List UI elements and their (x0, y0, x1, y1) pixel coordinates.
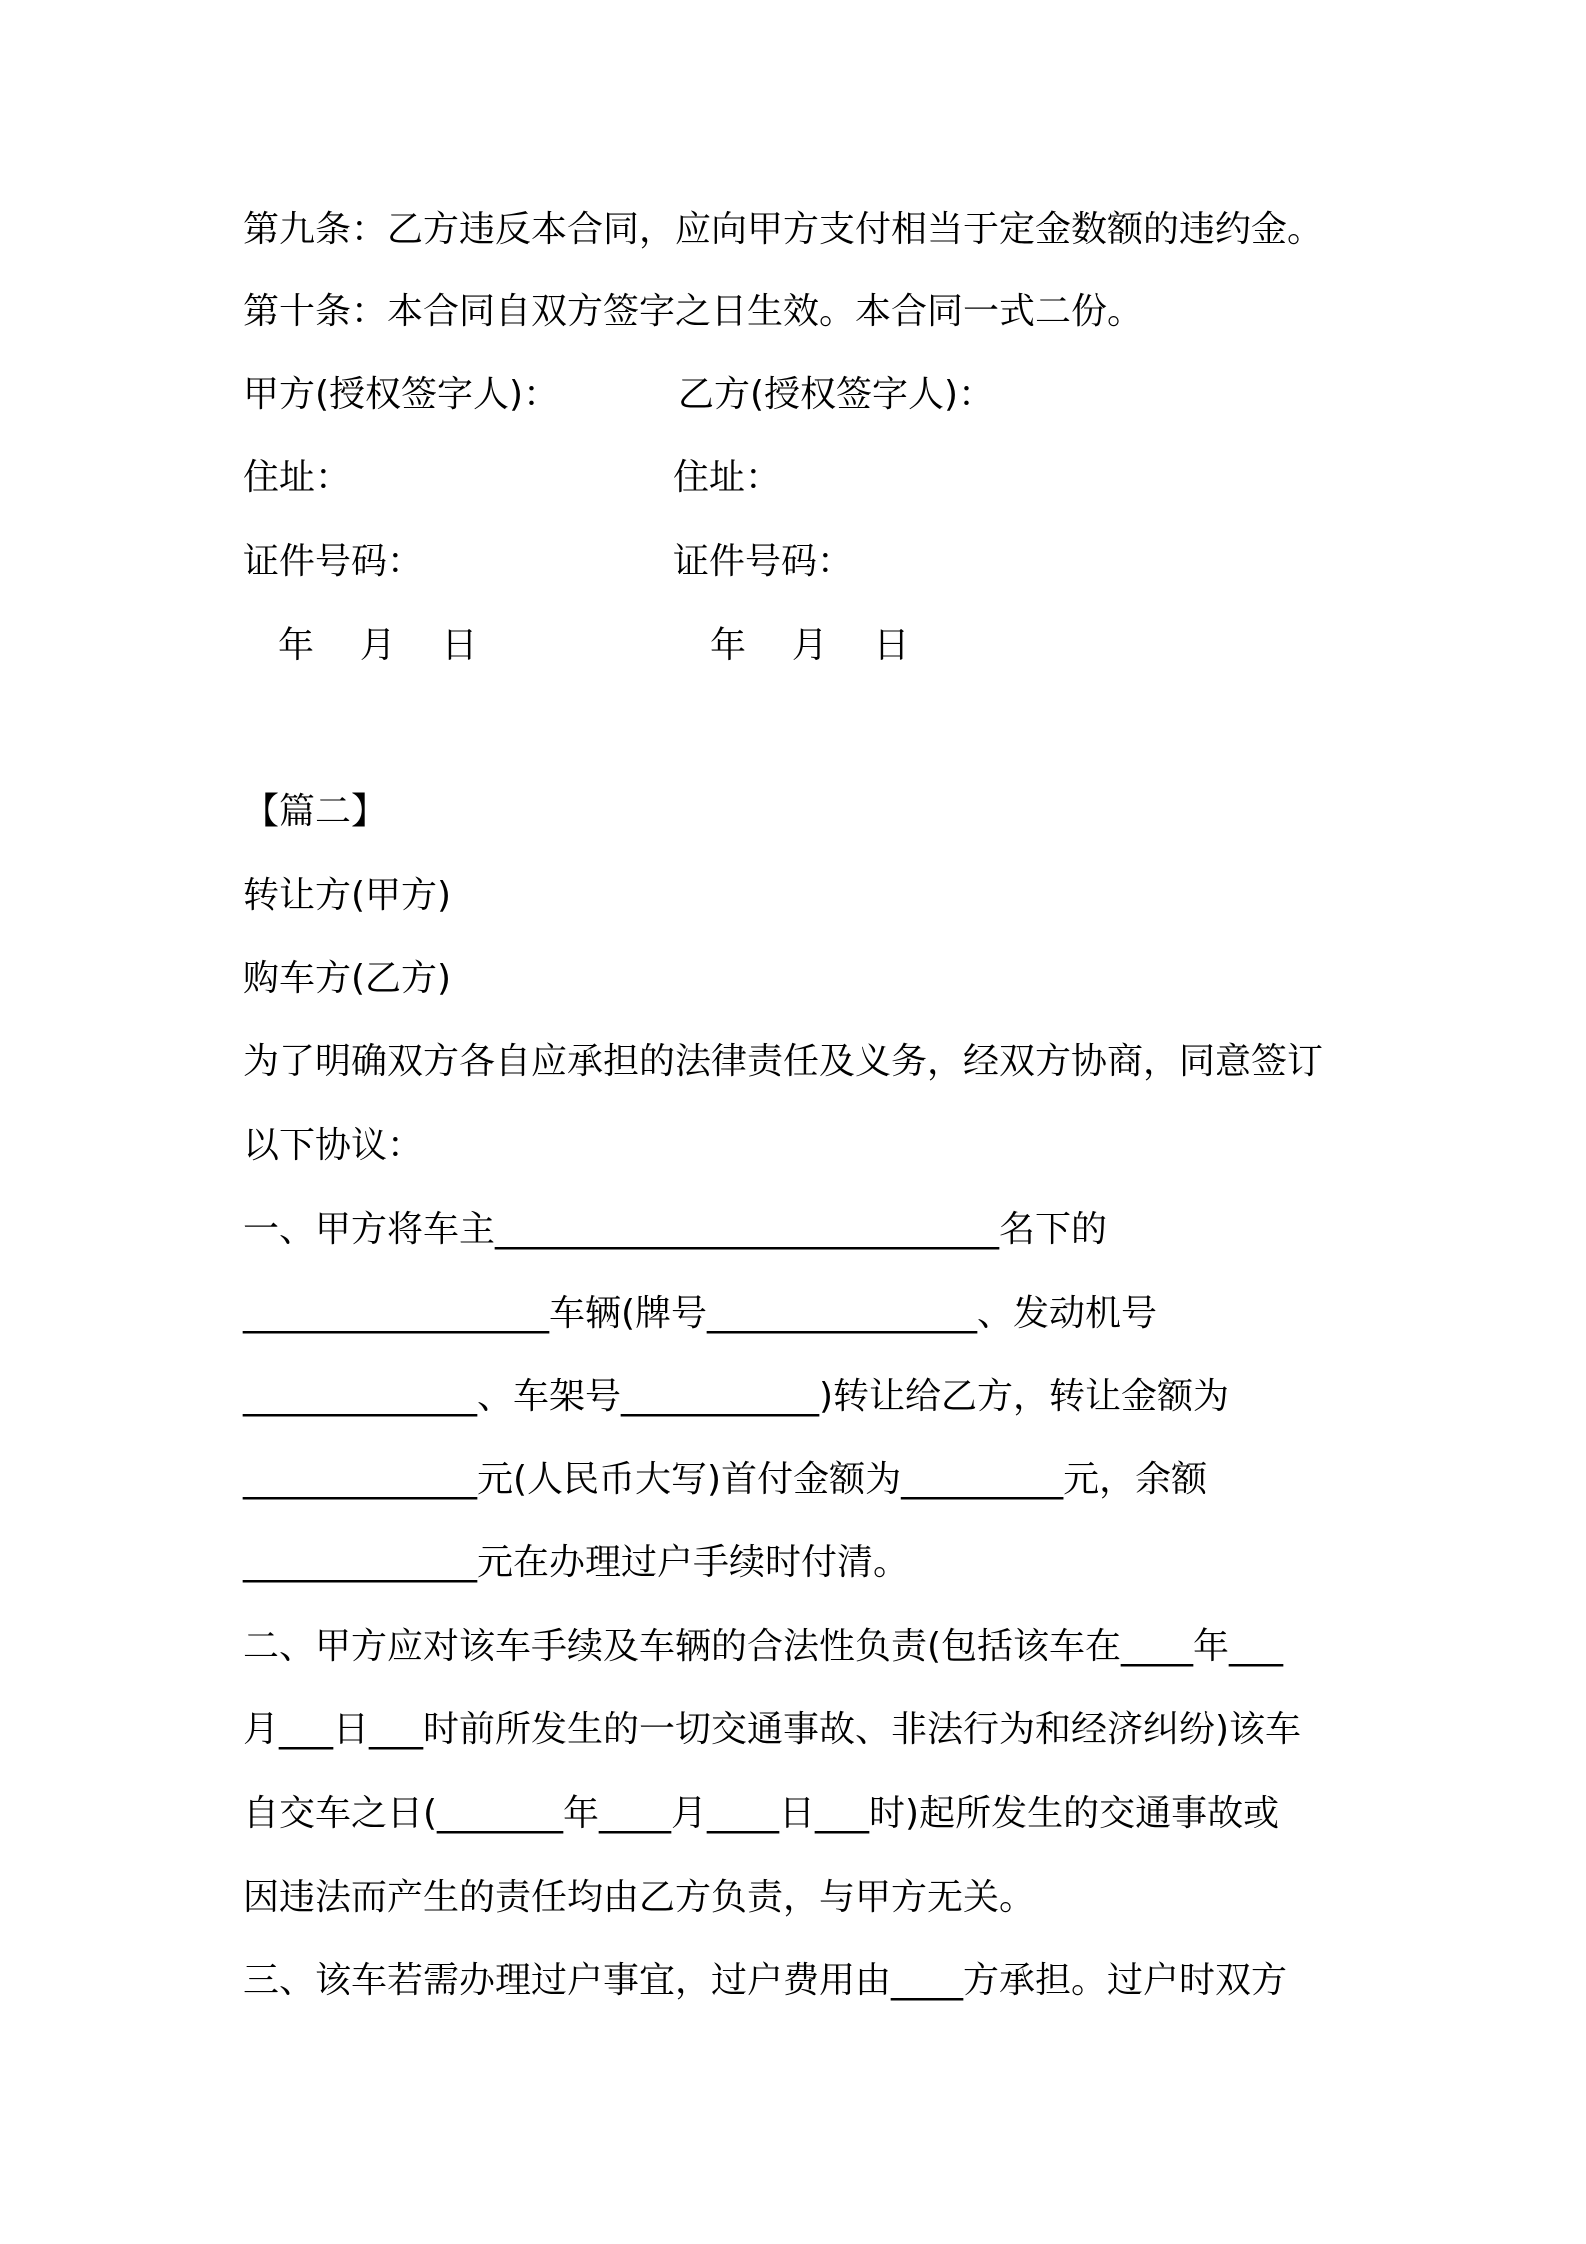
party-b-id-label: 证件号码： (673, 541, 854, 582)
intro-line-2: 以下协议： (243, 1125, 424, 1166)
transferor-label: 转让方(甲方) (243, 875, 452, 916)
clause-one-line-4: _____________元(人民币大写)首付金额为_________元，余额 (243, 1459, 1208, 1500)
party-a-date: 年 月 日 (278, 625, 478, 666)
clause-one-line-2: _________________车辆(牌号_______________、发动机号 (243, 1293, 1158, 1334)
article-nine: 第九条：乙方违反本合同，应向甲方支付相当于定金数额的违约金。 (243, 209, 1324, 250)
party-a-id-label: 证件号码： (243, 541, 424, 582)
intro-line-1: 为了明确双方各自应承担的法律责任及义务，经双方协商，同意签订 (243, 1041, 1324, 1082)
clause-one-line-1: 一、甲方将车主____________________________名下的 (243, 1209, 1108, 1250)
clause-one-line-5: _____________元在办理过户手续时付清。 (243, 1542, 910, 1583)
clause-two-line-3: 自交车之日(_______年____月____日___时)起所发生的交通事故或 (243, 1793, 1280, 1834)
party-b-signature-label: 乙方(授权签字人)： (678, 374, 995, 415)
clause-two-line-1: 二、甲方应对该车手续及车辆的合法性负责(包括该车在____年___ (243, 1626, 1284, 1667)
clause-one-line-3: _____________、车架号___________)转让给乙方，转让金额为 (243, 1376, 1230, 1417)
party-b-date: 年 月 日 (710, 625, 910, 666)
party-b-address-label: 住址： (673, 457, 782, 498)
buyer-label: 购车方(乙方) (243, 958, 452, 999)
article-ten: 第十条：本合同自双方签字之日生效。本合同一式二份。 (243, 291, 1144, 332)
party-a-address-label: 住址： (243, 457, 352, 498)
party-a-signature-label: 甲方(授权签字人)： (243, 374, 560, 415)
clause-two-line-4: 因违法而产生的责任均由乙方负责，与甲方无关。 (243, 1877, 1036, 1918)
section-two-heading: 【篇二】 (243, 791, 388, 832)
clause-three-line-1: 三、该车若需办理过户事宜，过户费用由____方承担。过户时双方 (243, 1960, 1288, 2001)
clause-two-line-2: 月___日___时前所发生的一切交通事故、非法行为和经济纠纷)该车 (243, 1709, 1302, 1750)
